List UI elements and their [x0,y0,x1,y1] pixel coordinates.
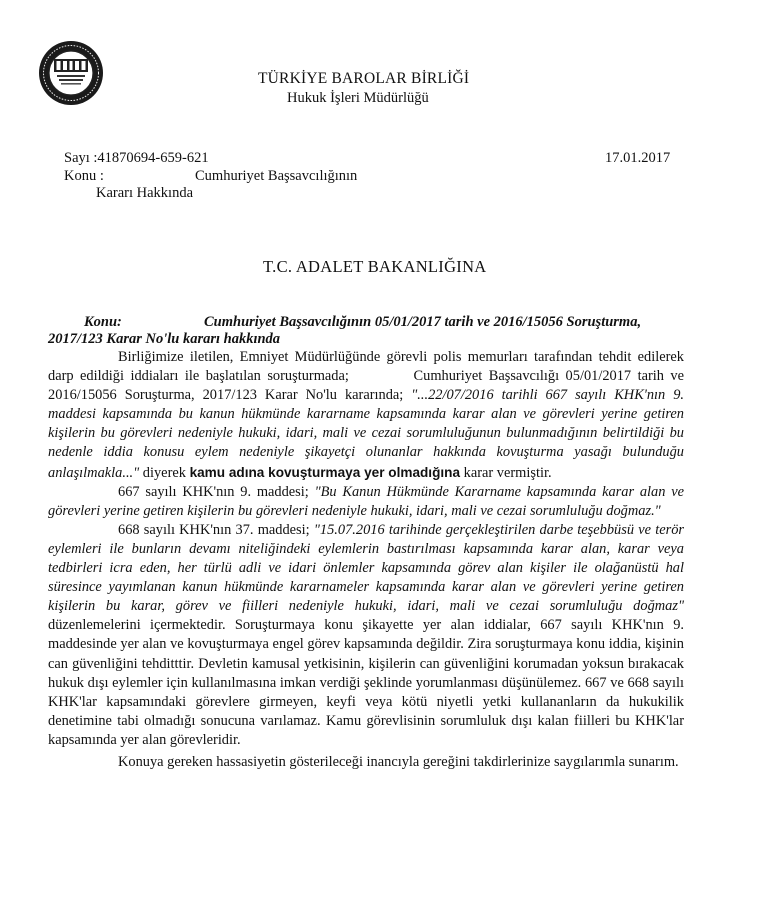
seal-logo [38,40,104,106]
p2-article: 667 sayılı KHK'nın 9. maddesi; [118,483,309,500]
konu-label: Konu : [64,168,104,184]
subject-label: Konu: [84,314,122,330]
paragraph-1 [48,348,684,483]
konu-value-line2: Kararı Hakkında [96,185,194,201]
p1-bold-decision: kamu adına kovuşturmaya yer olmadığına [189,464,461,480]
p1-connector: diyerek [142,464,186,481]
p1-decision-ref: Cumhuriyet Başsavcılığı 05/01/2017 tarih ve 2016/15056 Soruşturma, 2017/123 Karar No'lu kararında; [48,368,684,404]
paragraph-3 [48,521,684,750]
p4-closing: Konuya gereken hassasiyetin gösterileceği inancıyla gereğini takdirlerinize saygılarımla sunarım. [118,753,679,770]
reference-number: Sayı :41870694-659-621 [64,150,209,166]
paragraph-2 [48,483,684,521]
subject-line-2: 2017/123 Karar No'lu kararı hakkında [48,331,281,347]
p3-article: 668 sayılı KHK'nın 37. maddesi; [118,521,310,538]
konu-value: Cumhuriyet Başsavcılığının [195,168,358,184]
document-date: 17.01.2017 [605,150,671,166]
p1-quote: "...22/07/2016 tarihli 667 sayılı KHK'nın 9. maddesi kapsamında bu kanun hükmünde kararname kapsamında karar alan ve görevleri yerine getiren kişilerin bu görevleri nedeniyle hukuki, idari, mali ve cezai sorumluluğunun bulunmadığının belirtildiği bu nedenle iddia konusu eylem nedeniyle şikayetçi olunanlar hakkında kovuşturma yasağı bulunduğu anlaşılmakla..." [48,387,684,481]
organization-name: TÜRKİYE BAROLAR BİRLİĞİ [258,70,470,87]
subject-line-1: Cumhuriyet Başsavcılığının 05/01/2017 tarih ve 2016/15056 Soruşturma, [204,314,642,330]
p3-analysis: düzenlemelerini içermektedir. Soruşturmaya konu şikayette yer alan iddialar, 667 sayılı KHK'nın 9. maddesinde yer alan ve kovuşturmaya engel görev kapsamında değildir. Zira soruşturmaya konu iddia, kişinin can güvenliğini tehditttir. Devletin kamusal yetkisinin, kişilerin can güvenliğini korumadan yoksun bırakacak hukuk dışı eylemler için kullanılmasına imkan verdiği şeklinde yorumlanması düşünülemez. 667 ve 668 sayılı KHK'lar kapsamındaki görevlere girmeyen, keyfi veya kötü niyetli yetki kullananların da hukukilik denetimine tabi olmadığı sonucuna varılamaz. Kamu görevlisinin sorumluluk dışı kalan fiilleri bu KHK'lar kapsamında yer alan görevleridir. [48,617,684,748]
p3-quote: "15.07.2016 tarihinde gerçekleştirilen darbe teşebbüsü ve terör eylemleri ile bunların devamı niteliğindeki eylemlerin bastırılması kapsamında karar alan, karar veya tedbirleri icra eden, her türlü adli ve idari önlemler kapsamında görev alan kişiler ile olağanüstü hal süresince yayımlanan kanun hükmünde kararnameler kapsamında karar alan ve görevleri yerine getiren kişilerin bu karar, görev ve fiilleri nedeniyle hukuki, idari, mali ve cezai sorumluluğu doğmaz" [48,521,684,615]
department-name: Hukuk İşleri Müdürlüğü [287,90,429,106]
p1-ending: karar vermiştir. [463,464,552,481]
addressee-title: T.C. ADALET BAKANLIĞINA [263,257,487,276]
letter-body [48,348,684,772]
paragraph-4 [48,753,684,772]
p2-quote: "Bu Kanun Hükmünde Kararname kapsamında karar alan ve görevleri yerine getiren kişilerin bu görevleri nedeniyle hukuki, idari, mali ve cezai sorumluluğu doğmaz." [48,483,684,519]
p1-intro: Birliğimize iletilen, Emniyet Müdürlüğünde görevli polis memurları tarafından tehdit edilerek darp edildiği iddiaları ile başlatılan soruşturmada; [48,349,684,385]
